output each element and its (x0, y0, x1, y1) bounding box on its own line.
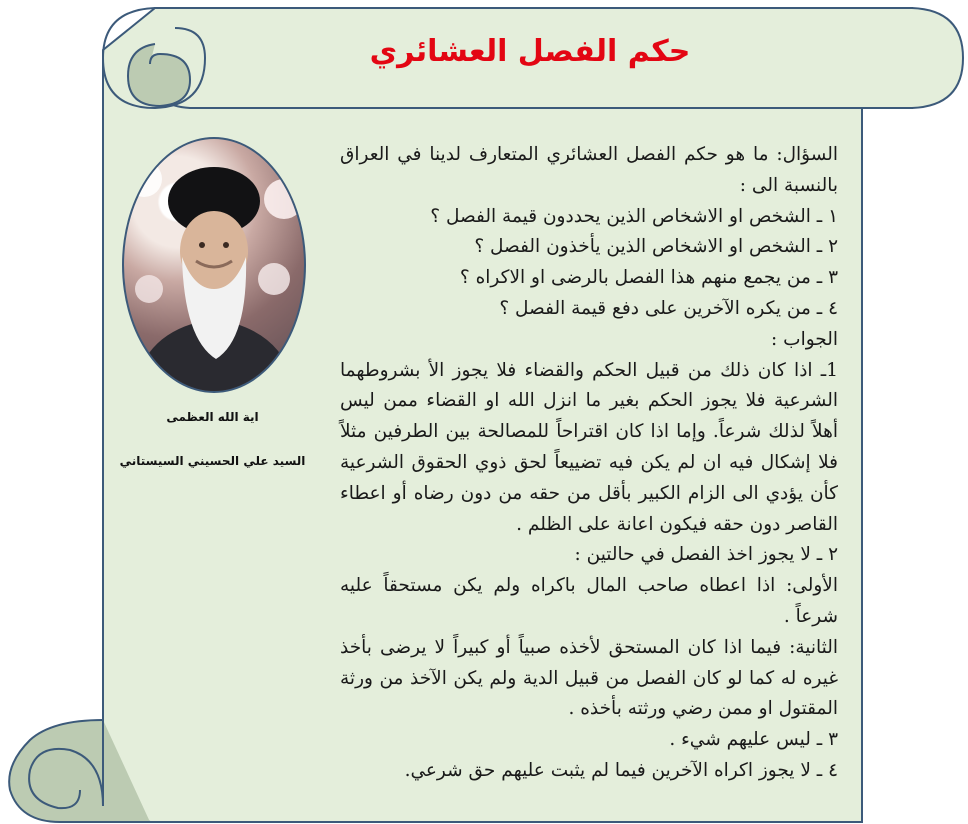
answer-item-3: ٣ ـ ليس عليهم شيء . (669, 729, 838, 751)
answer-heading: الجواب : (771, 328, 838, 350)
question-item-1: ١ ـ الشخص او الاشخاص الذين يحددون قيمة الفصل ؟ (430, 205, 838, 227)
answer-item-4: ٤ ـ لا يجوز اكراه الآخرين فيما لم يثبت عليهم حق شرعي. (404, 759, 838, 781)
answer-item-1: 1ـ اذا كان ذلك من قبيل الحكم والقضاء فلا يجوز الأ بشروطهما الشرعية فلا يجوز الحكم بغير ما انزل الله او القضاء ممن ليس أهلاً لذلك شرعاً. وإما اذا كان اقتراحاً للمصالحة بين الطرفين مثلاً فلا إشكال فيه ان لم يكن فيه تضييعاً لحق ذوي الحقوق الشرعية كأن يؤدي الى الزام الكبير بأقل من حقه من دون رضاه أو اعطاء القاصر دون حقه فيكون اعانة على الظلم . (340, 359, 838, 535)
portrait-caption-title: اية الله العظمى (166, 410, 259, 424)
article-body (340, 140, 838, 787)
portrait-image (122, 137, 306, 393)
question-item-2: ٢ ـ الشخص او الاشخاص الذين يأخذون الفصل ؟ (474, 236, 838, 258)
question-intro: السؤال: ما هو حكم الفصل العشائري المتعارف لدينا في العراق بالنسبة الى : (340, 144, 838, 196)
question-item-4: ٤ ـ من يكره الآخرين على دفع قيمة الفصل ؟ (499, 297, 838, 319)
answer-item-2: ٢ ـ لا يجوز اخذ الفصل في حالتين : (574, 544, 838, 566)
answer-case-second: الثانية: فيما اذا كان المستحق لأخذه صبياً أو كبيراً لا يرضى بأخذ غيره له كما لو كان الفصل من قبيل الدية ولم يكن الآخذ من ورثة المقتول او ممن رضي ورثته بأخذه . (340, 636, 839, 720)
answer-case-first: الأولى: اذا اعطاه صاحب المال باكراه ولم يكن مستحقاً عليه شرعاً . (340, 575, 838, 627)
cleric-portrait-icon (124, 139, 304, 391)
question-item-3: ٣ ـ من يجمع منهم هذا الفصل بالرضى او الاكراه ؟ (459, 267, 838, 289)
portrait-caption-name: السيد علي الحسيني السيستاني (119, 454, 306, 468)
page-title: حكم الفصل العشائري (369, 34, 691, 69)
